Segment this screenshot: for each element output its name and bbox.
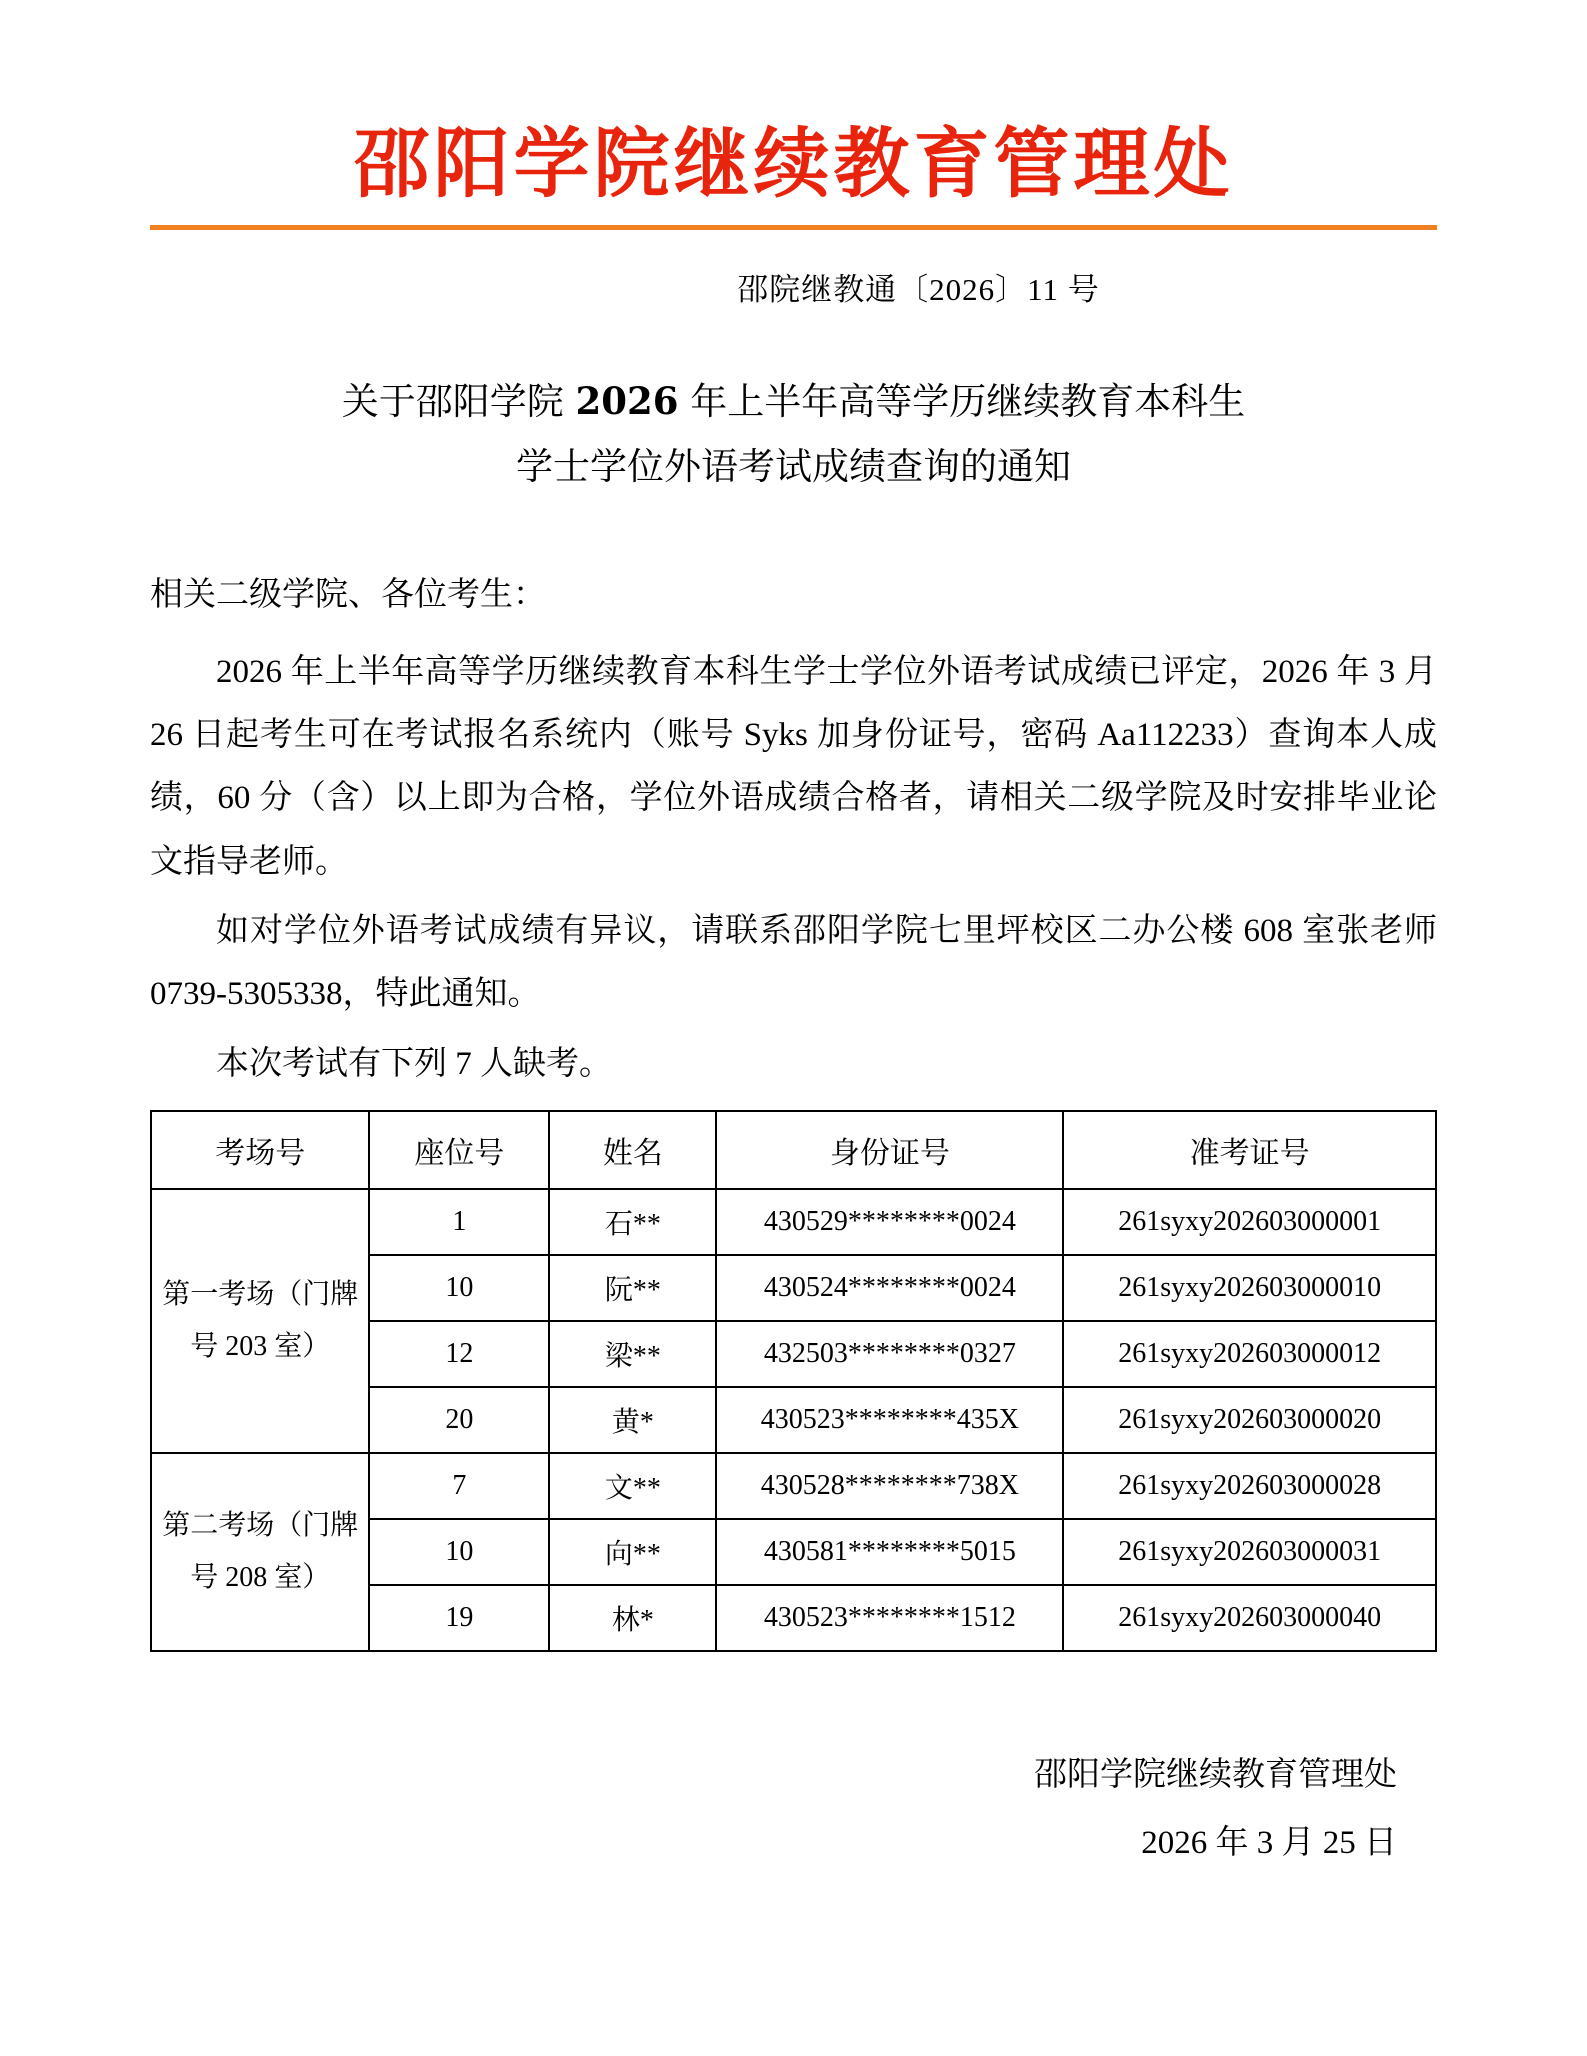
notice-title-line2: 学士学位外语考试成绩查询的通知 xyxy=(516,445,1071,489)
signature-block xyxy=(150,1742,1437,1877)
ticket-cell: 261syxy202603000012 xyxy=(1063,1321,1436,1387)
name-cell: 文** xyxy=(549,1453,716,1519)
id-cell: 430523********1512 xyxy=(716,1585,1063,1651)
seat-cell: 7 xyxy=(369,1453,549,1519)
id-cell: 432503********0327 xyxy=(716,1321,1063,1387)
table-row xyxy=(151,1189,1436,1255)
column-header-ticket: 准考证号 xyxy=(1063,1111,1436,1189)
notice-title-year: 2026 xyxy=(575,379,679,424)
ticket-cell: 261syxy202603000031 xyxy=(1063,1519,1436,1585)
seat-cell: 1 xyxy=(369,1189,549,1255)
id-cell: 430524********0024 xyxy=(716,1255,1063,1321)
table-row xyxy=(151,1453,1436,1519)
absentee-table xyxy=(150,1110,1437,1652)
name-cell: 梁** xyxy=(549,1321,716,1387)
document-number: 邵院继教通〔2026〕11 号 xyxy=(737,272,1100,308)
column-header-room: 考场号 xyxy=(151,1111,369,1189)
name-cell: 林* xyxy=(549,1585,716,1651)
seat-cell: 19 xyxy=(369,1585,549,1651)
signature-organization: 邵阳学院继续教育管理处 xyxy=(1034,1757,1397,1794)
notice-title-line1-post: 年上半年高等学历继续教育本科生 xyxy=(678,380,1246,424)
id-cell: 430529********0024 xyxy=(716,1189,1063,1255)
seat-cell: 10 xyxy=(369,1255,549,1321)
body-paragraph-3: 本次考试有下列 7 人缺考。 xyxy=(216,1045,612,1082)
id-cell: 430523********435X xyxy=(716,1387,1063,1453)
notice-title-line1 xyxy=(150,369,1437,435)
notice-title xyxy=(150,369,1437,500)
masthead-divider xyxy=(150,225,1437,230)
ticket-cell: 261syxy202603000001 xyxy=(1063,1189,1436,1255)
signature-date: 2026 年 3 月 25 日 xyxy=(1141,1824,1397,1861)
name-cell: 阮** xyxy=(549,1255,716,1321)
ticket-cell: 261syxy202603000040 xyxy=(1063,1585,1436,1651)
body-paragraph-2: 如对学位外语考试成绩有异议，请联系邵阳学院七里坪校区二办公楼 608 室张老师 0739-5305338，特此通知。 xyxy=(150,913,1437,1013)
id-cell: 430528********738X xyxy=(716,1453,1063,1519)
masthead-title: 邵阳学院继续教育管理处 xyxy=(353,119,1234,208)
room-cell: 第二考场（门牌号 208 室） xyxy=(151,1453,369,1651)
room-cell: 第一考场（门牌号 203 室） xyxy=(151,1189,369,1453)
seat-cell: 20 xyxy=(369,1387,549,1453)
ticket-cell: 261syxy202603000010 xyxy=(1063,1255,1436,1321)
name-cell: 向** xyxy=(549,1519,716,1585)
seat-cell: 12 xyxy=(369,1321,549,1387)
seat-cell: 10 xyxy=(369,1519,549,1585)
column-header-seat: 座位号 xyxy=(369,1111,549,1189)
ticket-cell: 261syxy202603000028 xyxy=(1063,1453,1436,1519)
name-cell: 黄* xyxy=(549,1387,716,1453)
body-paragraph-1: 2026 年上半年高等学历继续教育本科生学士学位外语考试成绩已评定，2026 年 3 月 26 日起考生可在考试报名系统内（账号 Syks 加身份证号，密码 Aa112233）查询本人成绩，60 分（含）以上即为合格，学位外语成绩合格者，请相关二级学院及时安排毕业论文指导老师。 xyxy=(150,653,1437,880)
column-header-name: 姓名 xyxy=(549,1111,716,1189)
ticket-cell: 261syxy202603000020 xyxy=(1063,1387,1436,1453)
table-header-row xyxy=(151,1111,1436,1189)
name-cell: 石** xyxy=(549,1189,716,1255)
id-cell: 430581********5015 xyxy=(716,1519,1063,1585)
notice-title-line1-pre: 关于邵阳学院 xyxy=(341,380,576,424)
column-header-id: 身份证号 xyxy=(716,1111,1063,1189)
salutation: 相关二级学院、各位考生： xyxy=(150,576,546,613)
